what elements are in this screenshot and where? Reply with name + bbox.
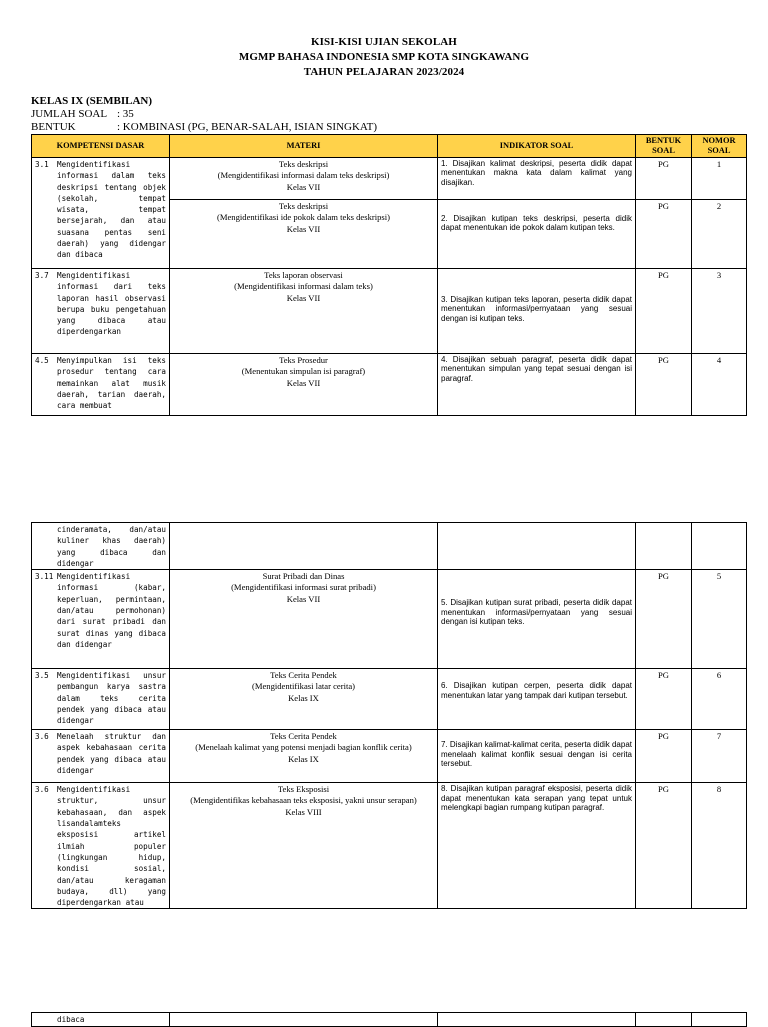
kd-text: Mengidentifikasi informasi (kabar, keperluan, permintaan, dan/atau permohonan) dari surat pribadi dan surat dinas yang dibaca dan didengar	[57, 572, 166, 649]
materi-cell	[170, 783, 438, 909]
materi-cell	[170, 669, 438, 730]
doc-title: KISI-KISI UJIAN SEKOLAH	[311, 36, 457, 48]
materi-title: Teks Prosedur	[279, 355, 328, 365]
bentuk-cell	[636, 523, 692, 570]
kd-cell	[32, 523, 170, 570]
kd-cell	[32, 1013, 170, 1027]
nomor-cell: 2	[692, 200, 747, 269]
nomor-cell: 1	[692, 158, 747, 200]
materi-kelas: Kelas VII	[286, 292, 321, 303]
indikator-cell	[438, 1013, 636, 1027]
materi-title: Teks Cerita Pendek	[270, 731, 337, 742]
bentuk-cell: PG	[636, 269, 692, 354]
nomor-cell	[692, 1013, 747, 1027]
materi-title: Teks deskripsi	[278, 201, 329, 211]
materi-cell	[170, 1013, 438, 1027]
kd-text: Menyimpulkan isi teks prosedur tentang cara memainkan alat musik daerah, tarian daerah, cara membuat	[57, 356, 166, 411]
table-row	[32, 269, 747, 354]
nomor-cell: 8	[692, 783, 747, 909]
table-row	[32, 1013, 747, 1027]
indikator-cell: 1. Disajikan kalimat deskripsi, peserta didik dapat menentukan makna kata dalam kalimat yang disajikan.	[438, 158, 636, 200]
bentuk-cell: PG	[636, 354, 692, 416]
doc-year: TAHUN PELAJARAN 2023/2024	[303, 66, 465, 78]
question-count-value: : 35	[117, 108, 134, 120]
nomor-cell	[692, 523, 747, 570]
kd-cell	[32, 354, 170, 416]
nomor-cell: 5	[692, 570, 747, 669]
kd-cell	[32, 158, 170, 269]
materi-cell	[170, 354, 438, 416]
indikator-cell: 3. Disajikan kutipan teks laporan, peserta didik dapat menentukan informasi/pernyataan yang sesuai dengan isi kutipan teks.	[438, 269, 636, 354]
kd-text: Mengidentifikasi struktur, unsur kebahasaan, dan aspek lisandalamteks eksposisi artikel ilmiah populer (lingkungan hidup, kondisi sosial, dan/atau keragaman budaya, dll) yang diperdengarkan atau	[57, 785, 166, 908]
indikator-cell	[438, 523, 636, 570]
materi-sub: (Mengidentifikasi informasi dalam teks deskripsi)	[217, 170, 390, 181]
indikator-cell: 8. Disajikan kutipan paragraf eksposisi, peserta didik dapat menentukan kata serapan yang tepat untuk melengkapi bagian rumpang kutipan paragraf.	[438, 783, 636, 909]
kd-number: 3.1	[35, 160, 49, 169]
bentuk-cell	[636, 1013, 692, 1027]
table-row	[32, 669, 747, 730]
materi-sub: (Menelaah kalimat yang potensi menjadi bagian konflik cerita)	[195, 742, 412, 753]
materi-title: Teks Eksposisi	[277, 784, 330, 795]
kd-text: Mengidentifikasi informasi dalam teks deskripsi tentang objek (sekolah, tempat wisata, tempat bersejarah, dan atau suasana pentas seni daerah) yang didengar dan dibaca	[57, 160, 166, 260]
kd-text: Mengidentifikasi informasi dari teks laporan hasil observasi berupa buku pengetahuan yang dibaca atau diperdengarkan	[57, 271, 166, 337]
kd-cell	[32, 570, 170, 669]
col-header-indikator: INDIKATOR SOAL	[438, 135, 636, 158]
question-count-label: JUMLAH SOAL	[31, 108, 108, 120]
materi-cell	[170, 200, 438, 269]
indikator-cell: 2. Disajikan kutipan teks deskripsi, peserta didik dapat menentukan ide pokok dalam kutipan teks.	[438, 200, 636, 269]
doc-subtitle: MGMP BAHASA INDONESIA SMP KOTA SINGKAWANG	[238, 51, 530, 63]
nomor-cell: 6	[692, 669, 747, 730]
kd-cell	[32, 669, 170, 730]
kd-text: cinderamata, dan/atau kuliner khas daerah) yang dibaca dan didengar	[57, 525, 166, 568]
materi-cell	[170, 158, 438, 200]
materi-sub: (Mengidentifikasi informasi surat pribadi)	[231, 582, 376, 593]
materi-sub: (Mengidentifikasi ide pokok dalam teks deskripsi)	[216, 212, 391, 223]
materi-kelas: Kelas IX	[288, 692, 319, 703]
table-row	[32, 570, 747, 669]
nomor-cell: 4	[692, 354, 747, 416]
class-label: KELAS IX (SEMBILAN)	[31, 95, 153, 107]
table-row	[32, 783, 747, 909]
kd-number: 4.5	[35, 356, 49, 365]
materi-sub: (Menentukan simpulan isi paragraf)	[241, 366, 366, 377]
table-row	[32, 158, 747, 200]
bentuk-cell: PG	[636, 730, 692, 783]
materi-title: Teks deskripsi	[278, 159, 329, 169]
kd-text: Menelaah struktur dan aspek kebahasaan cerita pendek yang dibaca atau didengar	[57, 732, 166, 776]
bentuk-cell: PG	[636, 200, 692, 269]
materi-kelas: Kelas VII	[286, 593, 321, 604]
materi-title: Teks laporan observasi	[264, 270, 343, 280]
materi-sub: (Mengidentifikasi informasi dalam teks)	[234, 281, 373, 292]
question-count	[31, 108, 134, 120]
kd-cell	[32, 269, 170, 354]
materi-title: Teks Cerita Pendek	[270, 670, 337, 681]
indikator-cell: 5. Disajikan kutipan surat pribadi, peserta didik dapat menentukan informasi/pernyataan yang sesuai dengan isi kutipan teks.	[438, 570, 636, 669]
materi-cell	[170, 570, 438, 669]
bentuk-cell: PG	[636, 158, 692, 200]
grid-table-page-3	[31, 1012, 747, 1027]
materi-title: Surat Pribadi dan Dinas	[262, 571, 345, 582]
bentuk-cell: PG	[636, 570, 692, 669]
materi-kelas: Kelas VII	[286, 377, 321, 388]
nomor-cell: 7	[692, 730, 747, 783]
materi-cell	[170, 523, 438, 570]
materi-cell	[170, 269, 438, 354]
bentuk-cell: PG	[636, 783, 692, 909]
indikator-cell: 4. Disajikan sebuah paragraf, peserta didik dapat menentukan simpulan yang tepat sesuai dengan isi paragraf.	[438, 354, 636, 416]
table-row	[32, 354, 747, 416]
kd-number: 3.6	[35, 732, 49, 742]
kd-number: 3.5	[35, 671, 49, 681]
col-header-nomor: NOMOR SOAL	[692, 135, 747, 158]
kd-number: 3.11	[35, 572, 54, 582]
col-header-kd: KOMPETENSI DASAR	[32, 135, 170, 158]
question-form-label: BENTUK	[31, 121, 76, 133]
materi-cell	[170, 730, 438, 783]
kd-number: 3.6	[35, 785, 49, 795]
col-header-materi: MATERI	[170, 135, 438, 158]
bentuk-cell: PG	[636, 669, 692, 730]
kd-number: 3.7	[35, 271, 49, 280]
kd-text: dibaca	[57, 1015, 85, 1024]
grid-table-page-2	[31, 522, 747, 909]
nomor-cell: 3	[692, 269, 747, 354]
kd-text: Mengidentifikasi unsur pembangun karya sastra dalam teks cerita pendek yang dibaca atau didengar	[57, 671, 166, 726]
table-row	[32, 730, 747, 783]
grid-table-page-1	[31, 134, 747, 416]
materi-sub: (Mengidentifikasi latar cerita)	[251, 681, 356, 692]
materi-kelas: Kelas VIII	[285, 806, 322, 817]
col-header-bentuk: BENTUK SOAL	[636, 135, 692, 158]
indikator-cell: 7. Disajikan kalimat-kalimat cerita, peserta didik dapat menelaah kalimat konflik sesuai dengan isi cerita tersebut.	[438, 730, 636, 783]
table-header-row	[32, 135, 747, 158]
materi-kelas: Kelas VII	[286, 223, 321, 234]
question-form	[31, 121, 377, 133]
question-form-value: : KOMBINASI (PG, BENAR-SALAH, ISIAN SINGKAT)	[117, 121, 378, 133]
materi-kelas: Kelas VII	[286, 181, 321, 192]
materi-sub: (Mengidentifikas kebahasaan teks eksposisi, yakni unsur serapan)	[190, 795, 417, 806]
table-row	[32, 523, 747, 570]
materi-kelas: Kelas IX	[288, 753, 319, 764]
kd-cell	[32, 783, 170, 909]
kd-cell	[32, 730, 170, 783]
indikator-cell: 6. Disajikan kutipan cerpen, peserta didik dapat menentukan latar yang tampak dari kutipan tersebut.	[438, 669, 636, 730]
